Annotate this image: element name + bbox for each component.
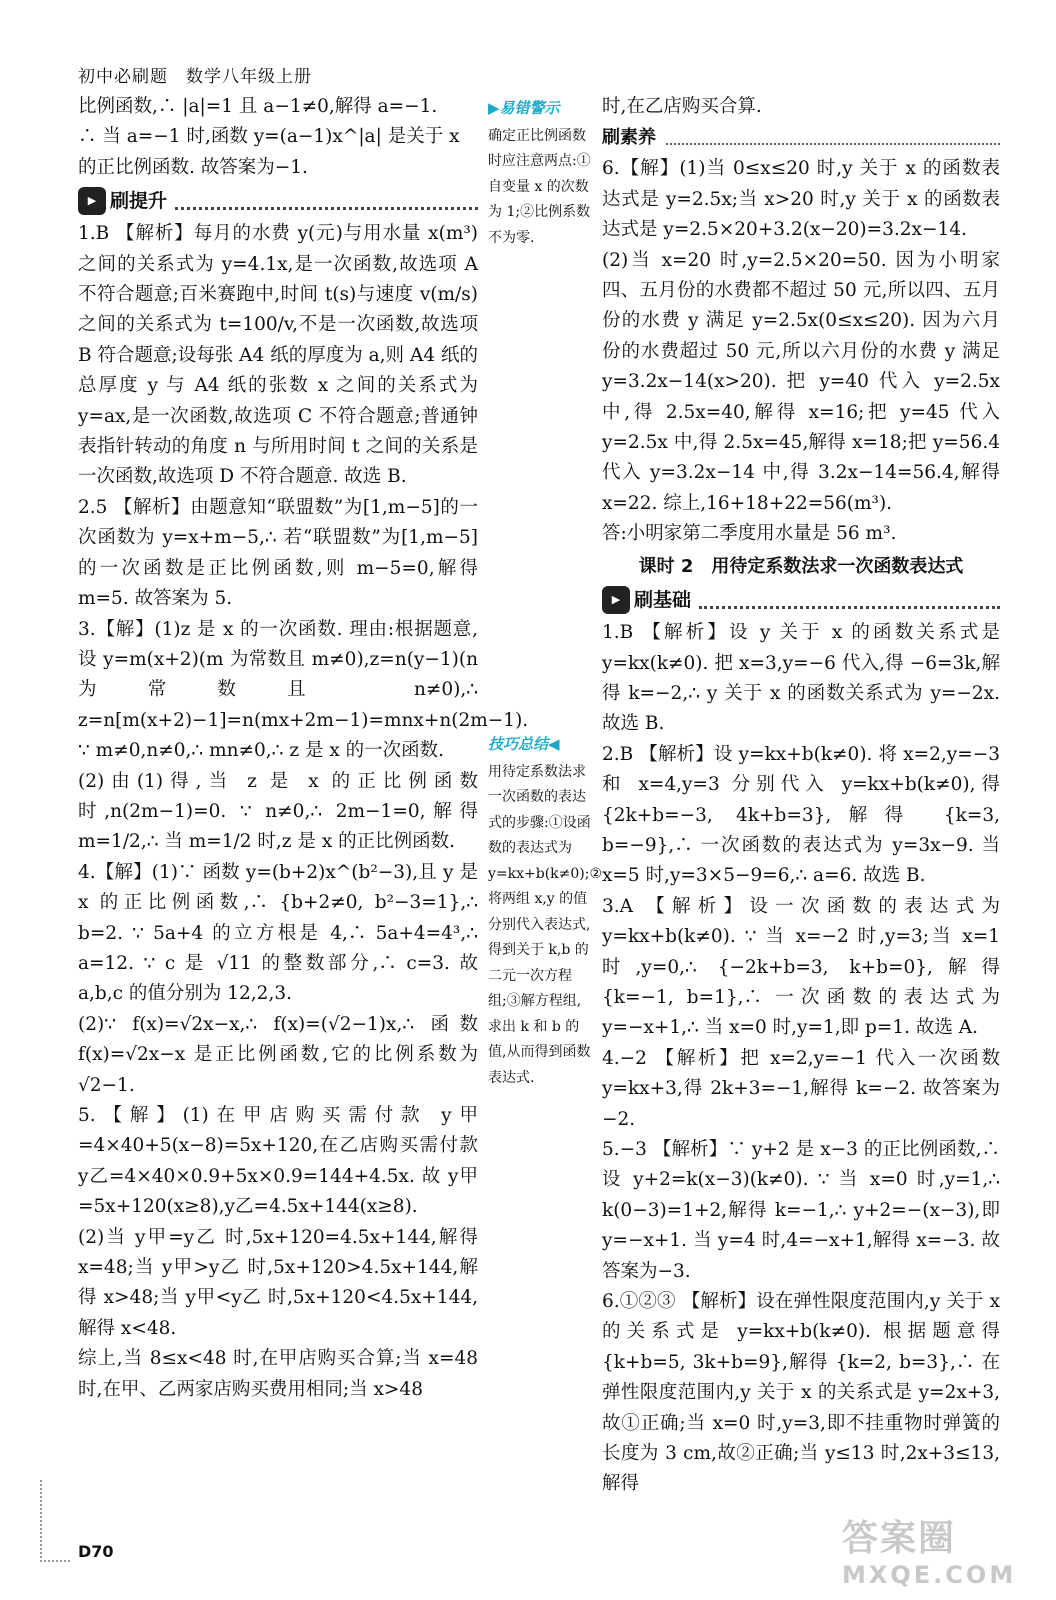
section-title: 刷提升 <box>110 190 168 213</box>
answer-6: 6.【解】(1)当 0≤x≤20 时,y 关于 x 的函数表达式是 y=2.5x;当 x>20 时,y 关于 x 的函数表达式是 y=2.5×20+3.2(x−20)=3.2x−14. <box>602 158 1000 241</box>
answer-4: 4.【解】(1)∵ 函数 y=(b+2)x^(b²−3),且 y 是 x 的正比例函数,∴ {b+2≠0, b²−3=1},∴ b=2. ∵ 5a+4 的立方根是 4,∴ 5a+4=4³,∴ a=12. ∵ c 是 √11 的整数部分,∴ c=3. 故 a,b,c 的值分别为 12,2,3. <box>78 861 478 1005</box>
note-text: 确定正比例函数时应注意两点:①自变量 x 的次数为 1;②比例系数不为零. <box>488 127 591 246</box>
dotted-divider <box>175 193 478 210</box>
answer-5-part2: (2)当 y甲=y乙 时,5x+120=4.5x+144,解得 x=48;当 y甲>y乙 时,5x+120>4.5x+144,解得 x>48;当 y甲<y乙 时,5x+120<4.5x+144,解得 x<48. <box>78 1226 478 1339</box>
dotted-divider <box>666 131 1000 145</box>
sidebar-note-tips <box>488 732 603 1091</box>
answer-r2: 2.B 【解析】设 y=kx+b(k≠0). 将 x=2,y=−3 和 x=4,y=3 分别代入 y=kx+b(k≠0),得 {2k+b=−3, 4k+b=3},解得 {k=3, b=−9},∴ 一次函数的表达式为 y=3x−9. 当 x=5 时,y=3×5−9=6,∴ a=6. 故选 B. <box>602 743 1000 887</box>
answer-4-part2: (2)∵ f(x)=√2x−x,∴ f(x)=(√2−1)x,∴ 函数 f(x)=√2x−x 是正比例函数,它的比例系数为 √2−1. <box>78 1013 478 1096</box>
answer-6-part2: (2)当 x=20 时,y=2.5×20=50. 因为小明家四、五月份的水费都不超过 50 元,所以四、五月份的水费 y 满足 y=2.5x(0≤x≤20). 因为六月份的水费超过 50 元,所以六月份的水费 y 满足 y=3.2x−14(x>20). 把 y=40 代入 y=2.5x 中,得 2.5x=40,解得 x=16;把 y=45 代入 y=2.5x 中,得 2.5x=45,解得 x=18;把 y=56.4 代入 y=3.2x−14 中,得 3.2x−14=56.4,解得 x=22. 综上,16+18+22=56(m³). <box>602 249 1000 514</box>
answer-r6: 6.①②③ 【解析】设在弹性限度范围内,y 关于 x 的关系式是 y=kx+b(k≠0). 根据题意得 {k+b=5, 3k+b=9},解得 {k=2, b=3},∴ 在弹性限度范围内,y 关于 x 的关系式是 y=2x+3,故①正确;当 x=0 时,y=3,即不挂重物时弹簧的长度为 3 cm,故②正确;当 y≤13 时,2x+3≤13,解得 <box>602 1291 1000 1495</box>
dotted-divider <box>699 592 1000 609</box>
answer-2: 2.5 【解析】由题意知“联盟数”为[1,m−5]的一次函数为 y=x+m−5,∴ 若“联盟数”为[1,m−5]的一次函数是正比例函数,则 m−5=0,解得 m=5. 故答案为 5. <box>78 496 478 610</box>
note-tag: 技巧总结◀ <box>488 735 560 753</box>
running-header: 初中必刷题 数学八年级上册 <box>78 67 312 87</box>
answer-3-part2: (2)由(1)得,当 z 是 x 的正比例函数时,n(2m−1)=0. ∵ n≠0,∴ 2m−1=0,解得 m=1/2,∴ 当 m=1/2 时,z 是 x 的正比例函数. <box>78 770 478 853</box>
answer-r1: 1.B 【解析】设 y 关于 x 的函数关系式是 y=kx(k≠0). 把 x=3,y=−6 代入,得 −6=3k,解得 k=−2,∴ y 关于 x 的函数关系式为 y=−2x. 故选 B. <box>602 622 1000 735</box>
answer-5: 5.【解】(1)在甲店购买需付款 y甲=4×40+5(x−8)=5x+120,在乙店购买需付款 y乙=4×40×0.9+5x×0.9=144+4.5x. 故 y甲=5x+120(x≥8),y乙=4.5x+144(x≥8). <box>78 1105 478 1218</box>
answer-5-part3: 综上,当 8≤x<48 时,在甲店购买合算;当 x=48 时,在甲、乙两家店购买费用相同;当 x>48 <box>78 1348 478 1400</box>
note-tag: ▶易错警示 <box>488 99 560 117</box>
text-line: 时,在乙店购买合算. <box>602 96 762 117</box>
watermark-url: MXQE.COM <box>842 1561 1017 1589</box>
right-column <box>602 92 1000 1500</box>
answer-3: 3.【解】(1)z 是 x 的一次函数. 理由:根据题意,设 y=m(x+2)(m 为常数且 m≠0),z=n(y−1)(n 为常数且 n≠0),∴ z=n[m(x+2)−1]=n(mx+2m−1)=mnx+n(2m−1). ∵ m≠0,n≠0,∴ mn≠0,∴ z 是 x 的一次函数. <box>78 618 529 762</box>
answer-1: 1.B 【解析】每月的水费 y(元)与用水量 x(m³)之间的关系式为 y=4.1x,是一次函数,故选项 A 不符合题意;百米赛跑中,时间 t(s)与速度 v(m/s)之间的关系式为 t=100/v,不是一次函数,故选项 B 符合题意;设每张 A4 纸的厚度为 a,则 A4 纸的总厚度 y 与 A4 纸的张数 x 之间的关系式为 y=ax,是一次函数,故选项 C 不符合题意;普通钟表指针转动的角度 n 与所用时间 t 之间的关系是一次函数,故选项 D 不符合题意. 故选 B. <box>78 223 478 488</box>
sidebar-note-caution <box>488 96 594 251</box>
section-title: 刷基础 <box>634 588 692 611</box>
watermark <box>842 1510 1016 1589</box>
answer-r4: 4.−2 【解析】把 x=2,y=−1 代入一次函数 y=kx+3,得 2k+3=−1,解得 k=−2. 故答案为−2. <box>602 1047 1000 1130</box>
section-heading-basic <box>602 584 1000 616</box>
section-heading-literacy <box>602 122 1000 154</box>
lesson-title: 课时 2 用待定系数法求一次函数表达式 <box>638 555 964 577</box>
text-line: ∴ 当 a=−1 时,函数 y=(a−1)x^|a| 是关于 x <box>78 126 460 148</box>
answer-r3: 3.A 【解析】设一次函数的表达式为 y=kx+b(k≠0). ∵ 当 x=−2 时,y=3;当 x=1 时,y=0,∴ {−2k+b=3, k+b=0},解得 {k=−1, b=1},∴ 一次函数的表达式为 y=−x+1,∴ 当 x=0 时,y=1,即 p=1. 故选 A. <box>602 895 1000 1039</box>
text-line: 的正比例函数. 故答案为−1. <box>78 156 308 178</box>
section-heading-improve <box>78 185 478 217</box>
section-badge-icon: ▶ <box>602 586 630 614</box>
note-text: 用待定系数法求一次函数的表达式的步骤:①设函数的表达式为 y=kx+b(k≠0);②将两组 x,y 的值分别代入表达式,得到关于 k,b 的二元一次方程组;③解方程组,求出 k 和 b 的值,从而得到函数表达式. <box>488 763 603 1086</box>
corner-decoration <box>40 1480 70 1562</box>
text-line: 比例函数,∴ |a|=1 且 a−1≠0,解得 a=−1. <box>78 96 438 117</box>
answer-6-conclusion: 答:小明家第二季度用水量是 56 m³. <box>602 523 897 545</box>
answer-r5: 5.−3 【解析】∵ y+2 是 x−3 的正比例函数,∴ 设 y+2=k(x−3)(k≠0). ∵ 当 x=0 时,y=1,∴ k(0−3)=1+2,解得 k=−1,∴ y+2=−(x−3),即 y=−x+1. 当 y=4 时,4=−x+1,解得 x=−3. 故答案为−3. <box>602 1139 1000 1282</box>
watermark-logo: 答案圈 <box>842 1518 957 1559</box>
page-number: D70 <box>78 1542 114 1561</box>
section-title: 刷素养 <box>602 127 656 149</box>
section-badge-icon: ▶ <box>78 187 106 215</box>
